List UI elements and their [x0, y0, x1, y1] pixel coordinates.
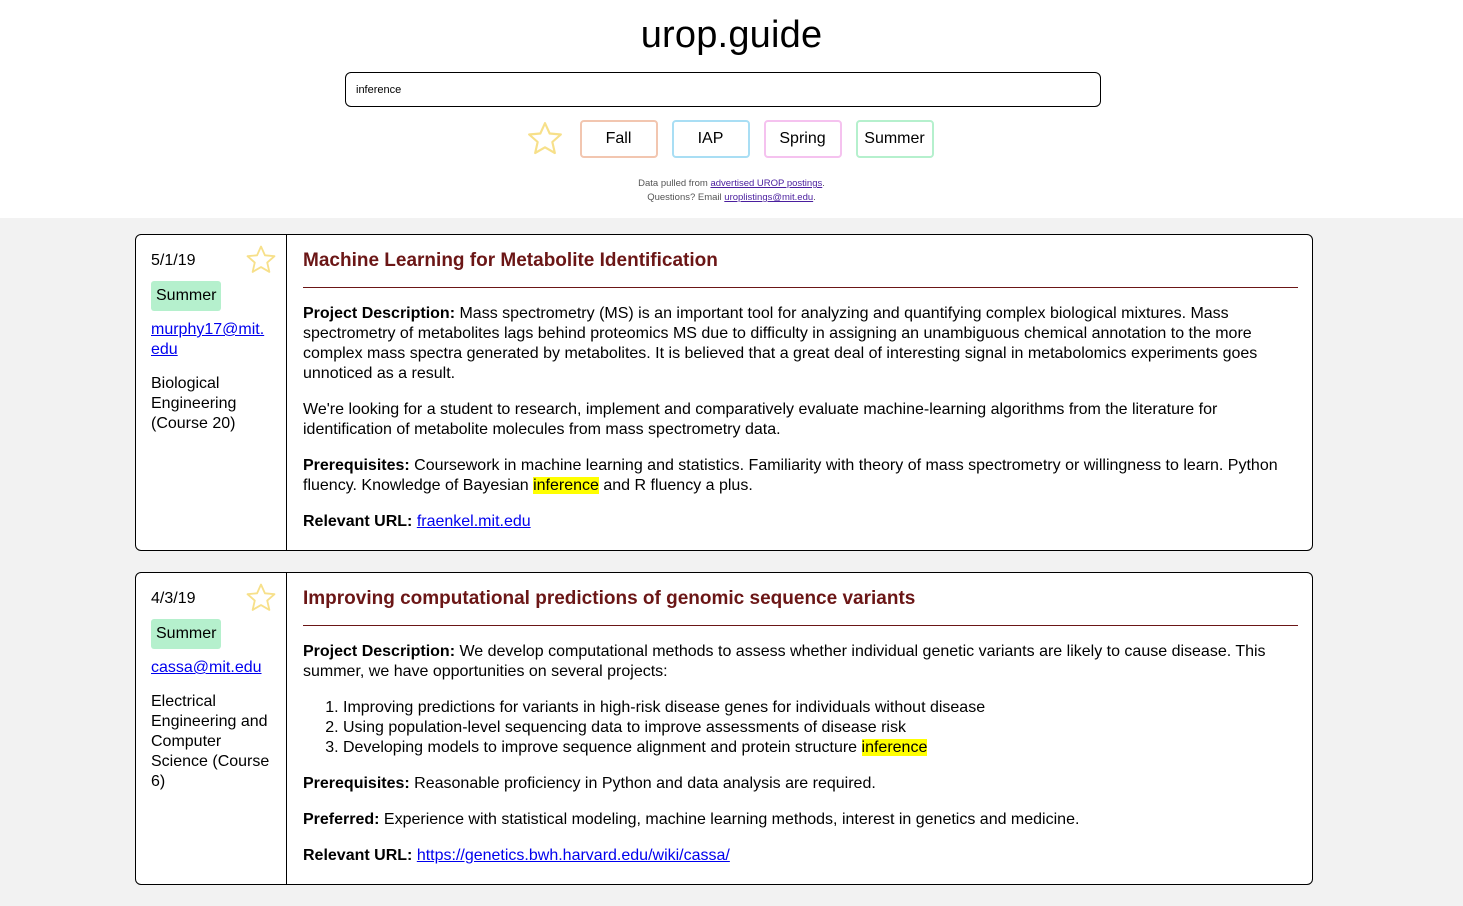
- department: Electrical Engineering and Computer Science (Course 6): [151, 693, 270, 790]
- listing-date: 4/3/19: [151, 590, 196, 607]
- contact-email-link[interactable]: cassa@mit.edu: [151, 659, 262, 676]
- list-item: 1. Improving predictions for variants in high-risk disease genes for individuals without disease: [343, 698, 1298, 718]
- list-item: [343, 738, 1298, 758]
- listing-title: Improving computational predictions of genomic sequence variants: [303, 589, 1298, 626]
- field-label: Prerequisites:: [303, 457, 410, 474]
- field-label: Prerequisites:: [303, 775, 410, 792]
- project-description: [303, 304, 1298, 384]
- list-item: 2. Using population-level sequencing data to improve assessments of disease risk: [343, 718, 1298, 738]
- urop-postings-link[interactable]: advertised UROP postings: [710, 178, 823, 189]
- favorite-star-icon[interactable]: [244, 243, 278, 277]
- project-list: [343, 698, 1298, 758]
- field-label: Project Description:: [303, 643, 456, 660]
- department: Biological Engineering (Course 20): [151, 375, 237, 432]
- listing-sidebar: [136, 573, 287, 884]
- season-badge: Summer: [151, 281, 221, 311]
- filter-iap-button[interactable]: IAP: [672, 120, 750, 158]
- starred-filter-star-icon[interactable]: [523, 117, 567, 161]
- list-item-text: Developing models to improve sequence alignment and protein structure: [343, 739, 862, 756]
- credit-text: Questions? Email: [647, 192, 725, 203]
- listing-card: [135, 234, 1313, 551]
- filter-bar: [0, 117, 1463, 161]
- listing-content: [287, 573, 1312, 884]
- favorite-star-icon[interactable]: [244, 581, 278, 615]
- filter-fall-button[interactable]: Fall: [580, 120, 658, 158]
- listing-content: [287, 235, 1312, 550]
- credit-text: .: [822, 178, 825, 189]
- site-title: urop.guide: [640, 14, 823, 56]
- preferred: [303, 810, 1298, 830]
- field-label: Project Description:: [303, 305, 456, 322]
- listing-card: [135, 572, 1313, 885]
- credits: [0, 177, 1463, 205]
- filter-summer-button[interactable]: Summer: [856, 120, 934, 158]
- relevant-url: [303, 512, 1298, 532]
- header: [0, 0, 1463, 218]
- prereq-text: Coursework in machine learning and statistics. Familiarity with theory of mass spectrometry or willingness to learn. Python fluency. Knowledge of Bayesian: [303, 457, 1278, 494]
- description-paragraph: We're looking for a student to research, implement and comparatively evaluate machine-learning algorithms from the literature for identification of metabolite molecules from mass spectrometry data.: [303, 401, 1218, 438]
- filter-spring-button[interactable]: Spring: [764, 120, 842, 158]
- relevant-url-link[interactable]: fraenkel.mit.edu: [416, 513, 531, 530]
- season-badge: Summer: [151, 619, 221, 649]
- contact-email-link[interactable]: uroplistings@mit.edu: [724, 192, 814, 203]
- project-description: [303, 642, 1298, 682]
- search-input[interactable]: [345, 72, 1101, 107]
- listing-title: Machine Learning for Metabolite Identification: [303, 251, 1298, 288]
- prerequisites: [303, 774, 1298, 794]
- preferred-text: Experience with statistical modeling, machine learning methods, interest in genetics and medicine.: [379, 811, 1080, 828]
- credit-text: .: [813, 192, 816, 203]
- description-text: We develop computational methods to assess whether individual genetic variants are likely to cause disease. This summer, we have opportunities on several projects:: [303, 643, 1266, 680]
- credit-text: Data pulled from: [638, 178, 711, 189]
- search-highlight: inference: [533, 477, 599, 494]
- field-label: Preferred:: [303, 811, 380, 828]
- relevant-url: [303, 846, 1298, 866]
- listing-list: [135, 234, 1313, 906]
- search-highlight: inference: [861, 739, 928, 756]
- contact-email-link[interactable]: murphy17@mit.edu: [151, 321, 265, 358]
- listing-sidebar: [136, 235, 287, 550]
- relevant-url-link[interactable]: https://genetics.bwh.harvard.edu/wiki/cassa/: [416, 847, 730, 864]
- field-label: Relevant URL:: [303, 513, 413, 530]
- prerequisites: [303, 456, 1298, 496]
- field-label: Relevant URL:: [303, 847, 413, 864]
- description-text: Mass spectrometry (MS) is an important tool for analyzing and quantifying complex biological mixtures. Mass spectrometry of metabolites lags behind proteomics MS due to difficulty in assigning an unambiguous chemical annotation to the more complex mass spectra generated by metabolites. It is believed that a great deal of interesting signal in metabolomics experiments goes unnoticed as a result.: [303, 305, 1258, 382]
- prereq-text: and R fluency a plus.: [598, 477, 753, 494]
- prereq-text: Reasonable proficiency in Python and data analysis are required.: [409, 775, 876, 792]
- listing-date: 5/1/19: [151, 252, 196, 269]
